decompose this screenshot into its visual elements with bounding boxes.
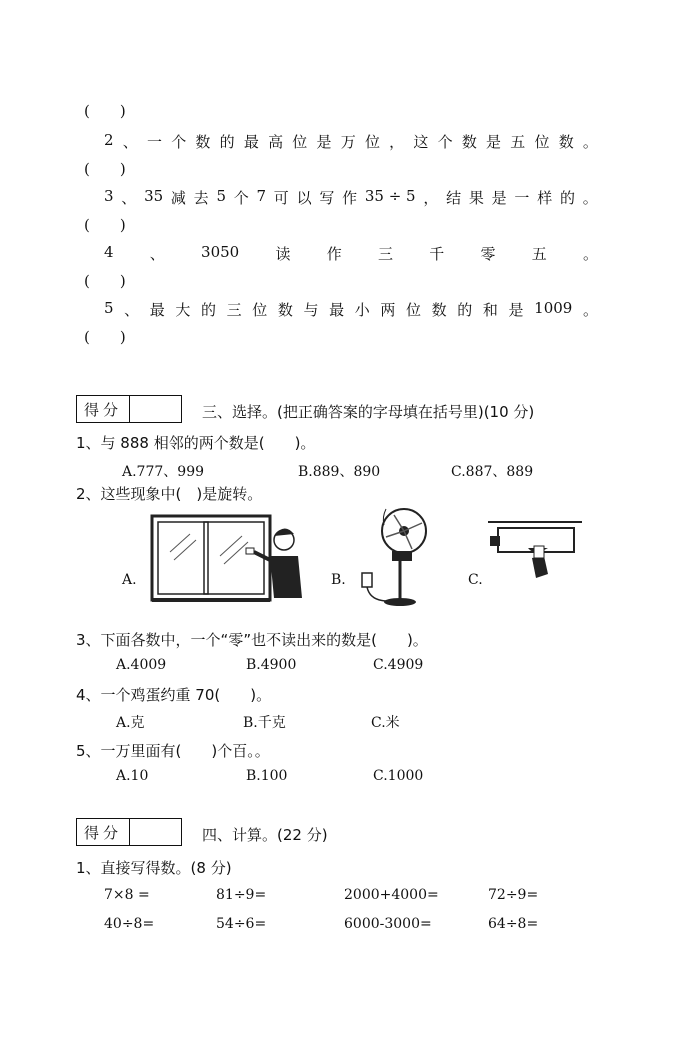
judgement-statement — [104, 187, 598, 208]
statement-token: 与 — [303, 301, 319, 319]
statement-token: 位 — [364, 133, 380, 151]
statement-token: 大 — [175, 301, 191, 319]
section-title: 四、计算。(22 分) — [202, 826, 328, 844]
statement-token: 数 — [558, 133, 574, 151]
calc-item: 40÷8= — [104, 916, 155, 932]
score-label: 得分 — [77, 396, 130, 422]
judgement-statement — [104, 131, 598, 152]
score-box — [76, 395, 182, 423]
score-blank[interactable] — [130, 396, 180, 422]
statement-token: ， — [423, 189, 439, 207]
statement-token: 数 — [277, 301, 293, 319]
statement-token: 的 — [201, 301, 217, 319]
question-4: 4、一个鸡蛋约重 70( )。 — [76, 686, 272, 704]
statement-token: 、 — [122, 133, 138, 151]
question-5: 5、一万里面有( )个百。。 — [76, 742, 270, 760]
calc-item: 54÷6= — [216, 916, 267, 932]
paren-blank[interactable]: ( ) — [84, 160, 126, 178]
sub-question: 1、直接写得数。(8 分) — [76, 859, 232, 877]
calc-item: 7×8 = — [104, 887, 150, 903]
statement-token: 作 — [326, 245, 342, 263]
statement-token: 的 — [219, 133, 235, 151]
statement-token: 、 — [121, 189, 137, 207]
statement-token: 果 — [468, 189, 484, 207]
statement-token: 位 — [292, 133, 308, 151]
statement-token: 三 — [226, 301, 242, 319]
statement-token: 3 — [104, 187, 114, 205]
option-b: B.100 — [246, 768, 288, 784]
statement-token: 一 — [146, 133, 162, 151]
statement-token: 小 — [354, 301, 370, 319]
statement-token: 五 — [510, 133, 526, 151]
statement-token: 位 — [534, 133, 550, 151]
paren-blank[interactable]: ( ) — [84, 216, 126, 234]
statement-token: 数 — [461, 133, 477, 151]
statement-token: 。 — [582, 245, 598, 263]
statement-token: 读 — [275, 245, 291, 263]
statement-token: 作 — [342, 189, 358, 207]
statement-token: 写 — [319, 189, 335, 207]
drawer-picture — [488, 518, 584, 584]
statement-token: 、 — [149, 245, 165, 263]
option-c: C.4909 — [373, 657, 424, 673]
score-blank[interactable] — [130, 819, 180, 845]
statement-token: 7 — [256, 187, 267, 205]
option-b: B. — [331, 572, 346, 588]
fan-picture — [356, 505, 436, 609]
statement-token: 5 — [104, 299, 114, 317]
question-1: 1、与 888 相邻的两个数是( )。 — [76, 434, 316, 452]
statement-token: 结 — [446, 189, 462, 207]
statement-token: ， — [389, 133, 405, 151]
statement-token: 最 — [329, 301, 345, 319]
statement-token: 这 — [413, 133, 429, 151]
statement-token: 五 — [531, 245, 547, 263]
section-title: 三、选择。(把正确答案的字母填在括号里)(10 分) — [202, 403, 535, 421]
statement-token: 两 — [380, 301, 396, 319]
statement-token: 5 — [216, 187, 226, 205]
calc-item: 81÷9= — [216, 887, 267, 903]
statement-token: 最 — [243, 133, 259, 151]
option-c: C. — [468, 572, 483, 588]
statement-token: 三 — [377, 245, 393, 263]
statement-token: 样 — [537, 189, 553, 207]
statement-token: 的 — [559, 189, 575, 207]
calc-item: 72÷9= — [488, 887, 539, 903]
paren-blank[interactable]: ( ) — [84, 328, 126, 346]
option-b: B.千克 — [243, 715, 286, 731]
statement-token: 是 — [491, 189, 507, 207]
judgement-statement — [104, 243, 598, 264]
statement-token: 。 — [582, 133, 598, 151]
statement-token: 3050 — [201, 243, 240, 261]
option-a: A.777、999 — [122, 464, 205, 480]
judgement-statement — [104, 299, 598, 320]
statement-token: 个 — [171, 133, 187, 151]
statement-token: 最 — [149, 301, 165, 319]
statement-token: 2 — [104, 131, 114, 149]
statement-token: 可 — [273, 189, 289, 207]
statement-token: 一 — [514, 189, 530, 207]
statement-token: 以 — [296, 189, 312, 207]
paren-blank: ( ) — [84, 102, 126, 120]
statement-token: 是 — [316, 133, 332, 151]
statement-token: 、 — [124, 301, 140, 319]
statement-token: 。 — [582, 189, 598, 207]
statement-token: 个 — [437, 133, 453, 151]
statement-token: 是 — [508, 301, 524, 319]
option-a: A.4009 — [116, 657, 167, 673]
statement-token: 4 — [104, 243, 114, 261]
statement-token: 35 ÷ 5 — [364, 187, 416, 205]
window-picture — [150, 512, 310, 606]
statement-token: 位 — [252, 301, 268, 319]
statement-token: 。 — [582, 301, 598, 319]
statement-token: 和 — [482, 301, 498, 319]
statement-token: 万 — [340, 133, 356, 151]
statement-token: 1009 — [534, 299, 573, 317]
statement-token: 位 — [406, 301, 422, 319]
statement-token: 高 — [268, 133, 284, 151]
statement-token: 数 — [431, 301, 447, 319]
question-3: 3、下面各数中，一个“零”也不读出来的数是( )。 — [76, 631, 428, 649]
statement-token: 是 — [486, 133, 502, 151]
score-box — [76, 818, 182, 846]
option-a: A.10 — [116, 768, 149, 784]
option-b: B.889、890 — [298, 464, 381, 480]
statement-token: 去 — [193, 189, 209, 207]
question-2: 2、这些现象中( )是旋转。 — [76, 485, 263, 503]
statement-token: 千 — [429, 245, 445, 263]
statement-token: 个 — [233, 189, 249, 207]
statement-token: 35 — [144, 187, 164, 205]
option-c: C.1000 — [373, 768, 424, 784]
statement-token: 减 — [170, 189, 186, 207]
option-c: C.887、889 — [451, 464, 534, 480]
statement-token: 零 — [480, 245, 496, 263]
option-c: C.米 — [371, 715, 400, 731]
option-a: A.克 — [116, 715, 145, 731]
statement-token: 的 — [457, 301, 473, 319]
paren-blank[interactable]: ( ) — [84, 272, 126, 290]
calc-item: 64÷8= — [488, 916, 539, 932]
statement-token: 数 — [195, 133, 211, 151]
calc-item: 6000-3000= — [344, 916, 432, 932]
option-a: A. — [122, 572, 137, 588]
score-label: 得分 — [77, 819, 130, 845]
option-b: B.4900 — [246, 657, 297, 673]
calc-item: 2000+4000= — [344, 887, 439, 903]
